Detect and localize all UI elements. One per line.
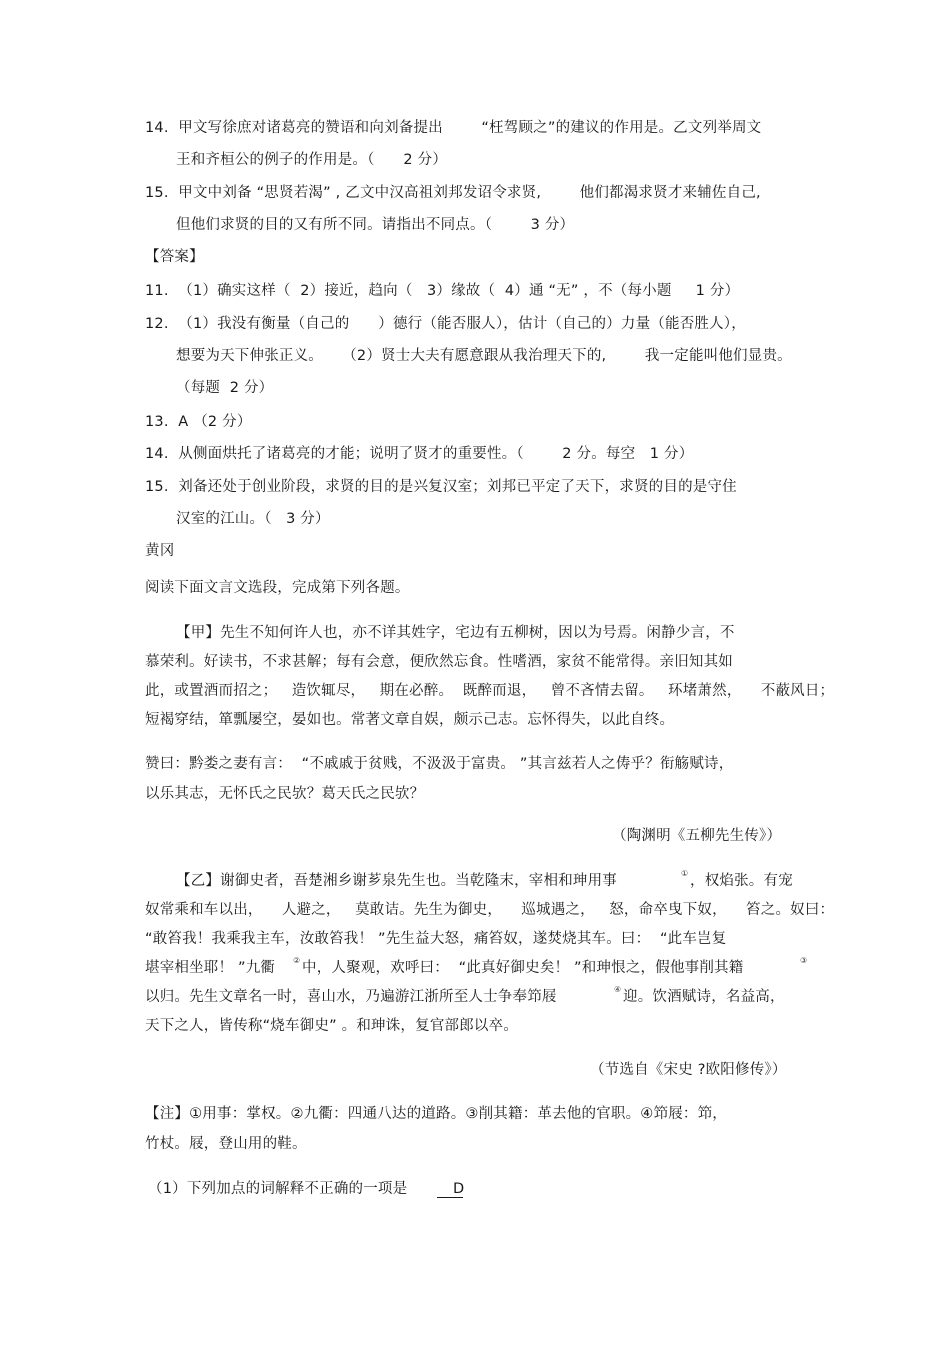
answer-13: 13. A （2 分） (145, 414, 252, 430)
answer-heading: 【答案】 (145, 249, 204, 265)
sub-question-1-answer: D (453, 1181, 465, 1197)
answer-14: 14. 从侧面烘托了诸葛亮的才能；说明了贤才的重要性。（ 2 分。每空 1 分） (145, 446, 694, 462)
passage-jia-line-4: 短褐穿结，箪瓢屡空，晏如也。常著文章自娱，颇示己志。忘怀得失，以此自终。 (145, 712, 675, 728)
passage-yi-line-1a: 【乙】谢御史者，吾楚湘乡谢芗泉先生也。当乾隆末，宰相和珅用事 (176, 873, 617, 889)
passage-yi-line-5a: 以归。先生文章名一时，喜山水，乃遍游江浙所至人士争奉笻屐 (145, 989, 557, 1005)
passage-jia-source: （陶渊明《五柳先生传》） (612, 828, 782, 844)
passage-jia-line-1: 【甲】先生不知何许人也，亦不详其姓字，宅边有五柳树，因以为号焉。闲静少言，不 (176, 625, 735, 641)
reading-instruction: 阅读下面文言文选段，完成第下列各题。 (145, 580, 410, 596)
place-label: 黄冈 (145, 543, 175, 559)
footnote-mark-4: ④ (614, 985, 622, 994)
passage-jia-line-2: 慕荣利。好读书，不求甚解；每有会意，便欣然忘食。性嗜酒，家贫不能常得。亲旧知其如 (145, 654, 733, 670)
question-14-line-1: 14. 甲文写徐庶对诸葛亮的赞语和向刘备提出 “枉驾顾之”的建议的作用是。乙文列举周文 (145, 120, 762, 136)
notes-line-1: 【注】①用事：掌权。②九衢：四通八达的道路。③削其籍：革去他的官职。④笻屐：笻， (145, 1106, 727, 1122)
answer-12-line-1: 12. （1）我没有衡量（自己的 ）德行（能否服人），估计（自己的）力量（能否胜人）， (145, 316, 746, 332)
footnote-mark-1: ① (681, 869, 689, 878)
passage-jia-line-3: 此，或置酒而招之； 造饮辄尽， 期在必醉。 既醉而退， 曾不吝情去留。 环堵萧然， 不蔽风日； (145, 683, 835, 699)
footnote-mark-3: ③ (800, 956, 808, 965)
answer-11: 11. （1）确实这样（ 2）接近，趋向（ 3）缘故（ 4）通 “无” ，不（每小题 1 分） (145, 283, 740, 299)
answer-15-line-1: 15. 刘备还处于创业阶段，求贤的目的是兴复汉室；刘邦已平定了天下，求贤的目的是守住 (145, 479, 737, 495)
passage-yi-line-3: “敢笞我！我乘我主车，汝敢笞我！ ”先生益大怒，痛笞奴，遂焚烧其车。曰： “此车岂复 (145, 931, 727, 947)
answer-underline (437, 1197, 463, 1198)
answer-12-line-3: （每题 2 分） (176, 380, 274, 396)
sub-question-1: （1）下列加点的词解释不正确的一项是 (148, 1181, 408, 1197)
footnote-mark-2: ② (293, 956, 301, 965)
passage-yi-line-2: 奴常乘和车以出， 人避之， 莫敢诘。先生为御史， 巡城遇之， 怒，命卒曳下奴， 笞之。奴曰： (145, 902, 835, 918)
question-15-line-2: 但他们求贤的目的又有所不同。请指出不同点。（ 3 分） (176, 217, 575, 233)
passage-yi-line-1b: ，权焰张。有宠 (690, 873, 793, 889)
zan-line-1: 赞曰：黔娄之妻有言： “不戚戚于贫贱，不汲汲于富贵。 ”其言兹若人之俦乎？衔觞赋诗， (145, 756, 734, 772)
answer-15-line-2: 汉室的江山。（ 3 分） (176, 511, 330, 527)
passage-yi-source: （节选自《宋史 ?欧阳修传》） (590, 1062, 787, 1078)
question-15-line-1: 15. 甲文中刘备 “思贤若渴” , 乙文中汉高祖刘邦发诏令求贤, 他们都渴求贤才来辅佐自己, (145, 185, 761, 201)
passage-yi-line-4b: 中，人聚观，欢呼曰： “此真好御史矣！ ”和珅恨之，假他事削其籍 (302, 960, 744, 976)
passage-yi-line-6: 天下之人，皆传称“烧车御史” 。和珅诛，复官部郎以卒。 (145, 1018, 519, 1034)
passage-yi-line-5b: 迎。饮酒赋诗，名益高， (623, 989, 785, 1005)
passage-yi-line-4a: 堪宰相坐耶！ ”九衢 (145, 960, 276, 976)
answer-12-line-2: 想要为天下伸张正义。 （2）贤士大夫有愿意跟从我治理天下的, 我一定能叫他们显贵。 (176, 348, 792, 364)
question-14-line-2: 王和齐桓公的例子的作用是。（ 2 分） (176, 152, 448, 168)
notes-line-2: 竹杖。屐，登山用的鞋。 (145, 1136, 307, 1152)
zan-line-2: 以乐其志，无怀氏之民欤？葛天氏之民欤？ (145, 786, 425, 802)
